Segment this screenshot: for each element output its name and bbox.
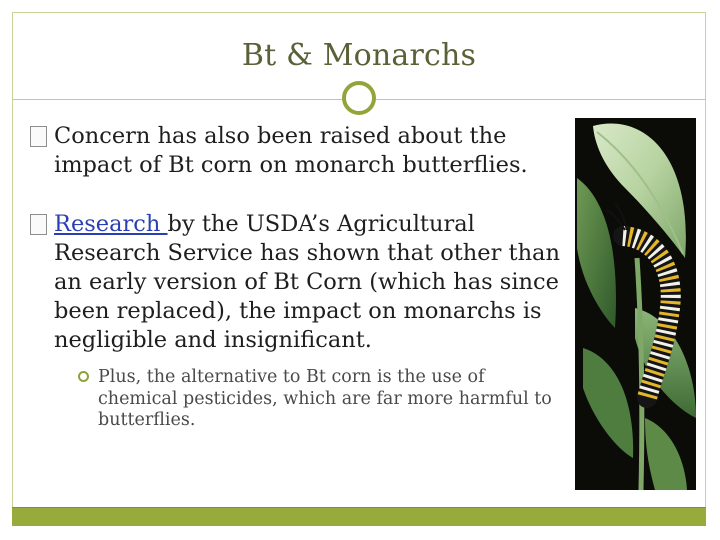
missing-glyph-bullet-icon [30, 126, 47, 147]
divider-circle-icon [342, 81, 376, 115]
bullet-research [30, 210, 562, 432]
sub-bullet-text: Plus, the alternative to Bt corn is the use of chemical pesticides, which are far more harmful to butterflies. [98, 367, 552, 430]
research-link[interactable]: Research [54, 211, 168, 237]
footer-bar [12, 507, 706, 526]
bullet-text: Concern has also been raised about the impact of Bt corn on monarch butterflies. [54, 123, 528, 178]
missing-glyph-bullet-icon [30, 214, 47, 235]
bullet-text: by the USDA’s Agricultural Research Service has shown that other than an early version of Bt Corn (which has since been replaced), the impact on monarchs is negligible and insignificant. [54, 211, 560, 353]
caterpillar-photo [575, 118, 696, 490]
ring-bullet-icon [78, 371, 89, 382]
sub-bullet [54, 367, 562, 432]
caterpillar-photo-icon [575, 118, 696, 490]
slide-title: Bt & Monarchs [241, 38, 477, 73]
bullet-concern [30, 122, 562, 180]
slide-content [30, 122, 562, 462]
